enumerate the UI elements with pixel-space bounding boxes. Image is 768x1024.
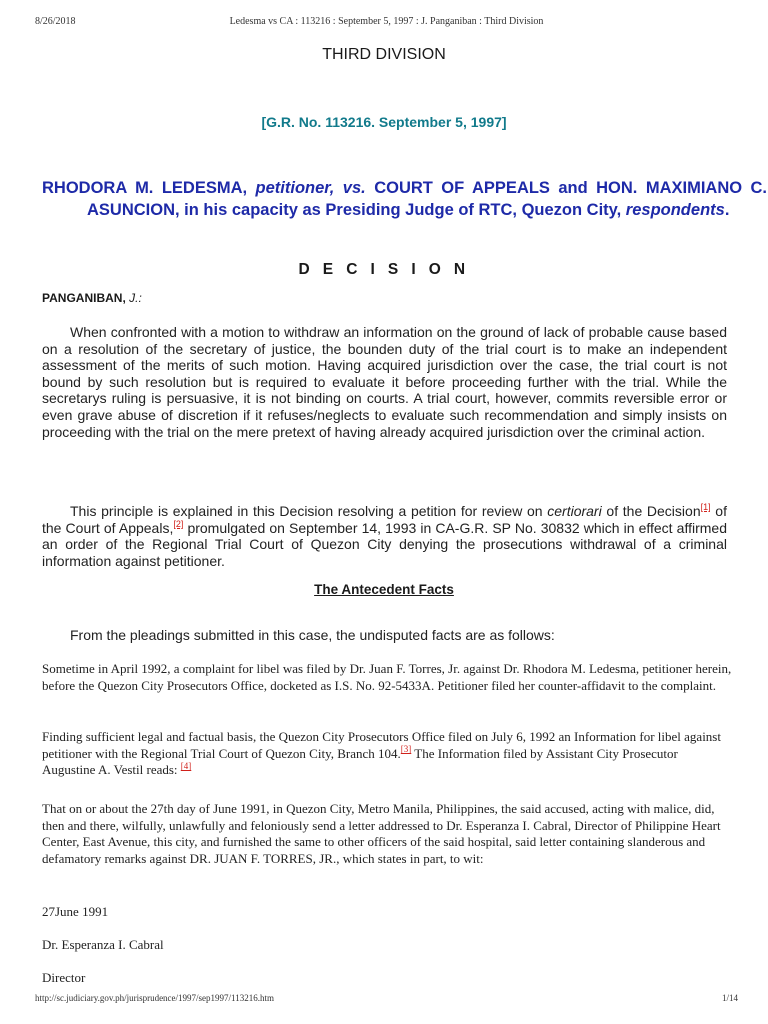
- case-parties: [42, 178, 767, 221]
- respondents-names: COURT OF APPEALS and HON. MAXIMIANO C. ASUNCION, in his capacity as Presiding Judge of RTC, Quezon City,: [87, 179, 767, 219]
- letter-addressee: Dr. Esperanza I. Cabral: [42, 937, 164, 952]
- paragraph-principle-text-d: promulgated on September 14, 1993 in CA-G.R. SP No. 30832 which in effect affirmed an order of the Regional Trial Court of Quezon City denying the prosecutions withdrawal of a criminal information against petitioner.: [42, 519, 727, 569]
- petitioner-role: petitioner, vs.: [255, 179, 366, 197]
- print-header: [35, 16, 738, 30]
- footnote-link-2[interactable]: [2]: [173, 518, 184, 529]
- paragraph-information-text-b: The Information filed by Assistant City Prosecutor Augustine A. Vestil reads:: [42, 745, 678, 778]
- paragraph-opening: When confronted with a motion to withdraw an information on the ground of lack of probable cause based on a resolution of the secretary of justice, the bounden duty of the trial court is to make an independent assessment of the merits of such motion. Having acquired jurisdiction over the case, the trial court is not bound by such resolution but is required to evaluate it before proceeding further with the trial. While the secretarys ruling is persuasive, it is not binding on courts. A trial court, however, commits reversible error or even grave abuse of discretion if it refuses/neglects to evaluate such recommendation and simply insists on proceeding with the trial on the mere pretext of having already acquired jurisdiction over the criminal action.: [42, 324, 727, 440]
- page-number: 1/14: [721, 993, 738, 1003]
- paragraph-information: [42, 729, 732, 779]
- parties-end: .: [724, 200, 730, 219]
- paragraph-charge: That on or about the 27th day of June 1991, in Quezon City, Metro Manila, Philippines, the said accused, acting with malice, did, then and there, wilfully, unlawfully and feloniously send a letter addressed to Dr. Esperanza I. Cabral, Director of Philippine Heart Center, East Avenue, this city, and furnished the same to other officers of the said hospital, said letter containing slanderous and defamatory remarks against DR. JUAN F. TORRES, JR., which states in part, to wit:: [42, 801, 721, 866]
- petitioner-name: RHODORA M. LEDESMA,: [42, 179, 248, 197]
- paragraph-principle-text-b: of the Decision: [601, 503, 701, 519]
- print-url: http://sc.judiciary.gov.ph/jurisprudence/1997/sep1997/113216.htm: [35, 993, 274, 1003]
- letter-title: Director: [42, 970, 86, 985]
- case-number: [G.R. No. 113216. September 5, 1997]: [261, 114, 507, 130]
- ponente-suffix: J.:: [129, 291, 142, 305]
- paragraph-complaint: Sometime in April 1992, a complaint for libel was filed by Dr. Juan F. Torres, Jr. against Dr. Rhodora M. Ledesma, petitioner herein, before the Quezon City Prosecutors Office, docketed as I.S. No. 92-5433A. Petitioner filed her counter-affidavit to the complaint.: [42, 661, 732, 693]
- respondents-role: respondents: [625, 200, 725, 219]
- paragraph-principle-text-c: of the Court of Appeals,: [42, 503, 727, 536]
- certiorari-term: certiorari: [547, 503, 602, 519]
- division-title: THIRD DIVISION: [322, 46, 446, 63]
- paragraph-undisputed-facts: From the pleadings submitted in this case, the undisputed facts are as follows:: [70, 627, 555, 643]
- paragraph-principle-text-a: This principle is explained in this Decision resolving a petition for review on: [70, 503, 548, 519]
- paragraph-information-text-a: Finding sufficient legal and factual basis, the Quezon City Prosecutors Office filed on July 6, 1992 an Information for libel against petitioner with the Regional Trial Court of Quezon City, Branch 104.: [42, 729, 721, 761]
- paragraph-principle: [42, 503, 727, 569]
- decision-heading: D E C I S I O N: [298, 261, 470, 278]
- section-heading-antecedent-facts: The Antecedent Facts: [314, 582, 454, 597]
- print-date: 8/26/2018: [35, 16, 76, 27]
- ponente: [42, 291, 142, 305]
- ponente-name: PANGANIBAN,: [42, 291, 126, 305]
- footnote-link-4[interactable]: [4]: [180, 760, 192, 771]
- letter-date: 27June 1991: [42, 904, 109, 919]
- print-title: Ledesma vs CA : 113216 : September 5, 1997 : J. Panganiban : Third Division: [229, 16, 544, 27]
- print-footer: [35, 993, 738, 1007]
- footnote-link-3[interactable]: [3]: [400, 744, 412, 755]
- footnote-link-1[interactable]: [1]: [700, 502, 711, 513]
